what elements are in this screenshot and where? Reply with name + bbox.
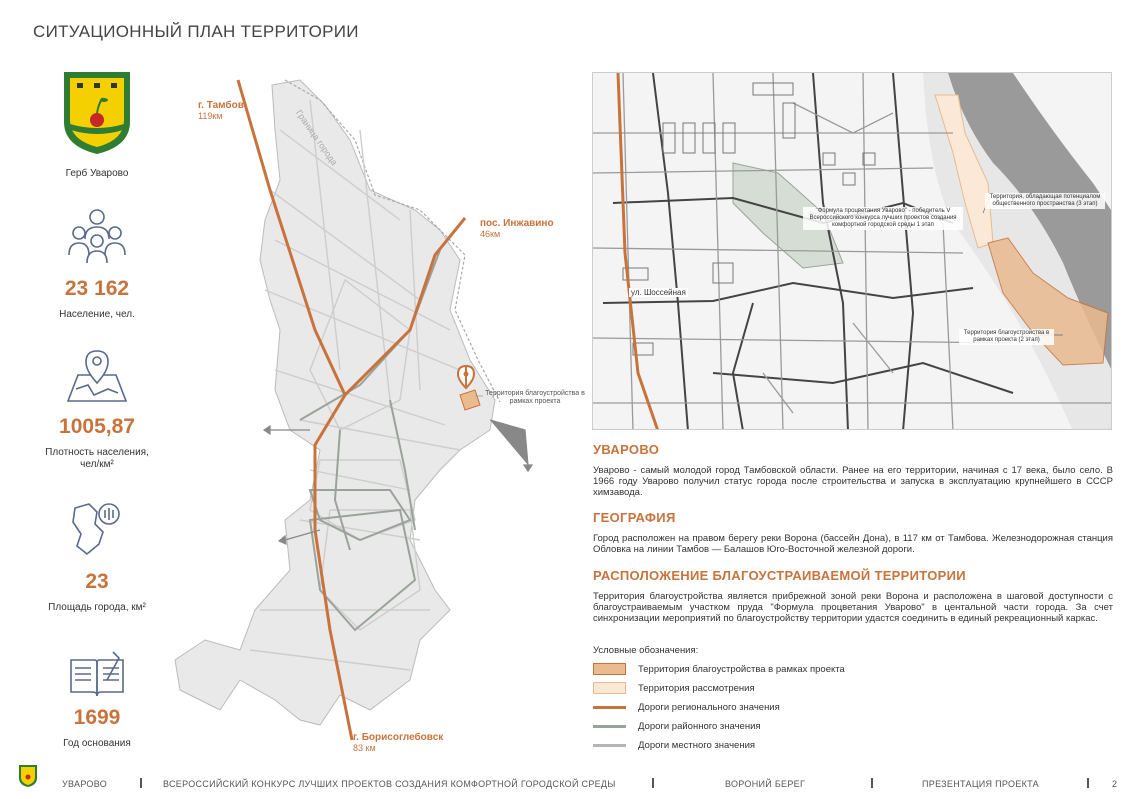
city-border-label: Граница города xyxy=(293,108,340,168)
stat-population xyxy=(37,205,157,321)
legend-item xyxy=(593,737,755,753)
road-label-borisoglebsk-km: 83 км xyxy=(353,743,376,753)
footer-contest: ВСЕРОССИЙСКИЙ КОНКУРС ЛУЧШИХ ПРОЕКТОВ СОЗДАНИЯ КОМФОРТНОЙ ГОРОДСКОЙ СРЕДЫ xyxy=(163,779,616,789)
section-text: Город расположен на правом берегу реки Ворона (бассейн Дона), в 117 км от Тамбова. Железнодорожная станция Обловка на линии Тамбов — Балашов Юго-Восточной железной дороги. xyxy=(593,533,1113,555)
footer-logo-icon xyxy=(18,764,38,788)
legend-item xyxy=(593,718,761,734)
stat-number: 1005,87 xyxy=(59,415,135,438)
footer-separator xyxy=(652,778,654,788)
legend-label: Территория благоустройства в рамках проекта xyxy=(638,663,845,675)
legend-label: Дороги районного значения xyxy=(638,720,761,732)
city-map xyxy=(160,70,590,760)
legend-label: Дороги местного значения xyxy=(638,739,756,751)
section-heading: РАСПОЛОЖЕНИЕ БЛАГОУСТРАИВАЕМОЙ ТЕРРИТОРИИ xyxy=(593,568,966,583)
legend-item xyxy=(593,661,845,677)
road-label-inzhavino-km: 46км xyxy=(480,229,501,239)
legend-swatch xyxy=(593,744,626,747)
footer-presentation: ПРЕЗЕНТАЦИЯ ПРОЕКТА xyxy=(922,779,1039,789)
stat-label: Год основания xyxy=(63,738,131,749)
footer-separator xyxy=(1087,778,1089,788)
section-uvarovo xyxy=(593,442,1113,498)
map-note-stage-1: "Формула процветания Уварово" - победитель V Всероссийского конкурса лучших проектов создания комфортной городской среды 1 этап xyxy=(803,207,963,230)
stat-label: Население, чел. xyxy=(59,309,135,320)
stat-founded xyxy=(37,650,157,750)
footer-separator xyxy=(871,778,873,788)
legend-item xyxy=(593,680,755,696)
section-text: Уварово - самый молодой город Тамбовской области. Ранее на его территории, начиная с 17 века, было село. В 1966 году Уварово получил статус города после строительства и запуска в эксплуатацию крупнейшего в СССР химзавода. xyxy=(593,465,1113,498)
legend-swatch xyxy=(593,706,626,709)
legend-swatch xyxy=(593,725,626,728)
city-area xyxy=(175,80,495,725)
stat-number: 1699 xyxy=(73,706,121,729)
stat-label: Площадь города, км² xyxy=(48,602,146,613)
section-heading: УВАРОВО xyxy=(593,442,660,457)
footer-city: УВАРОВО xyxy=(62,779,108,789)
coat-of-arms-icon xyxy=(61,70,133,156)
legend-label: Дороги регионального значения xyxy=(638,701,780,713)
section-geography xyxy=(593,510,1113,555)
stat-number: 23 162 xyxy=(64,277,130,300)
stat-number: 23 xyxy=(85,570,109,593)
site-label: Территория благоустройства в рамках проекта xyxy=(485,390,585,405)
page-number: 2 xyxy=(1112,779,1118,789)
footer xyxy=(0,770,1143,799)
map-note-stage-3: Территория, обладающая потенциалом общественного пространства (3 этап) xyxy=(985,193,1105,209)
book-icon xyxy=(67,650,127,700)
detail-map xyxy=(592,72,1112,430)
stat-area xyxy=(37,498,157,614)
road-label-tambov: г. Тамбов xyxy=(198,100,244,111)
density-map-icon xyxy=(64,345,130,407)
page-title: СИТУАЦИОННЫЙ ПЛАН ТЕРРИТОРИИ xyxy=(33,22,359,41)
section-location xyxy=(593,568,1113,624)
stat-coat-of-arms xyxy=(37,70,157,180)
legend-swatch xyxy=(593,663,626,675)
legend-title: Условные обозначения: xyxy=(593,645,699,656)
stat-label: Герб Уварово xyxy=(65,168,129,179)
stat-density xyxy=(37,345,157,471)
section-heading: ГЕОГРАФИЯ xyxy=(593,510,676,525)
stat-label: Плотность населения, чел/км² xyxy=(45,447,149,470)
legend-label: Территория рассмотрения xyxy=(638,682,755,694)
road-label-borisoglebsk: г. Борисоглебовск xyxy=(353,732,444,743)
road-label-tambov-km: 119км xyxy=(198,111,223,121)
map-note-stage-2: Территория благоустройства в рамках проекта (2 этап) xyxy=(959,329,1054,345)
footer-project: ВОРОНИЙ БЕРЕГ xyxy=(725,779,806,789)
section-text: Территория благоустройства является прибрежной зоной реки Ворона и расположена в шаговой доступности с благоустраиваемым участком пруда "Формула процветания Уварово" в центальной части города. За счет синхронизации мероприятий по благоустройству территории удастся соединить в единый рекреационный каркас. xyxy=(593,591,1113,624)
road-label-inzhavino: пос. Инжавино xyxy=(480,218,554,229)
area-map-icon xyxy=(67,498,127,560)
legend-item xyxy=(593,699,780,715)
legend-swatch xyxy=(593,682,626,694)
street-label: ул. Шоссейная xyxy=(631,288,686,297)
footer-separator xyxy=(140,778,142,788)
people-icon xyxy=(66,205,128,267)
